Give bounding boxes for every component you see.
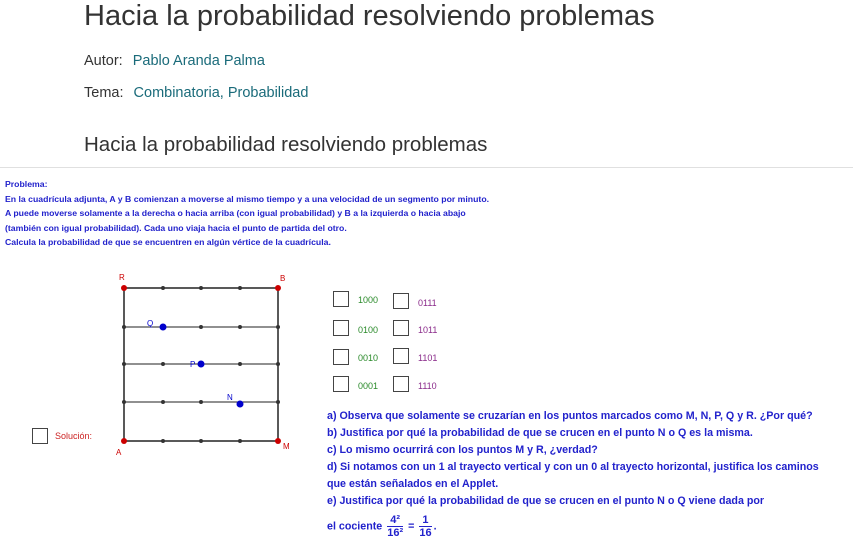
code-label-0100: 0100	[358, 325, 379, 335]
checkbox-1101[interactable]	[393, 348, 409, 364]
question-c: c) Lo mismo ocurrirá con los puntos M y R, ¿verdad?	[327, 444, 598, 456]
code-label-1110: 1110	[418, 381, 437, 391]
fraction-2	[419, 514, 431, 539]
checkbox-0001[interactable]	[333, 376, 349, 392]
grid-vertex	[199, 439, 203, 443]
checkbox-1000[interactable]	[333, 291, 349, 307]
point-q[interactable]	[160, 324, 167, 331]
problem-line: Calcula la probabilidad de que se encuentren en algún vértice de la cuadrícula.	[5, 237, 331, 247]
solution-label: Solución:	[55, 431, 93, 441]
label-p: P	[190, 360, 196, 369]
question-e: e) Justifica por qué la probabilidad de que se crucen en el punto N o Q viene dada por	[327, 495, 765, 507]
grid-vertex	[122, 325, 126, 329]
grid-vertex	[238, 439, 242, 443]
grid-vertex	[161, 400, 165, 404]
checkbox-0111[interactable]	[393, 293, 409, 309]
fraction-1	[387, 514, 403, 539]
formula-prefix: el cociente	[327, 520, 383, 533]
grid-vertex	[122, 400, 126, 404]
point-m[interactable]	[275, 438, 281, 444]
author-label: Autor:	[84, 53, 123, 69]
question-e-formula	[327, 514, 819, 539]
section-title: Hacia la probabilidad resolviendo problemas	[84, 133, 488, 156]
point-b[interactable]	[275, 285, 281, 291]
point-p[interactable]	[198, 361, 205, 368]
point-r[interactable]	[121, 285, 127, 291]
grid-vertex	[276, 362, 280, 366]
fraction-1-num: 4²	[387, 514, 403, 527]
grid-vertex	[199, 325, 203, 329]
point-a[interactable]	[121, 438, 127, 444]
solution-checkbox[interactable]	[32, 428, 48, 444]
formula-end: .	[433, 520, 437, 533]
grid-vertex	[161, 362, 165, 366]
question-a: a) Observa que solamente se cruzarían en los puntos marcados como M, N, P, Q y R. ¿Por qué?	[327, 410, 813, 422]
code-label-1101: 1101	[418, 353, 438, 363]
label-r: R	[119, 273, 125, 282]
checkbox-1011[interactable]	[393, 320, 409, 336]
code-label-1011: 1011	[418, 325, 438, 335]
label-n: N	[227, 393, 233, 402]
question-b: b) Justifica por qué la probabilidad de que se crucen en el punto N o Q es la misma.	[327, 427, 753, 439]
grid-vertex	[199, 400, 203, 404]
fraction-2-den: 16	[419, 527, 432, 539]
grid-vertex	[276, 400, 280, 404]
label-a: A	[116, 448, 122, 457]
code-label-0001: 0001	[358, 381, 379, 391]
grid-vertex	[199, 286, 203, 290]
grid-vertex	[276, 325, 280, 329]
problem-heading: Problema:	[5, 179, 48, 189]
grid-vertex	[122, 362, 126, 366]
checkbox-1110[interactable]	[393, 376, 409, 392]
question-d-line2: que están señalados en el Applet.	[327, 478, 499, 490]
question-d-line1: d) Si notamos con un 1 al trayecto vertical y con un 0 al trayecto horizontal, justifica los caminos	[327, 461, 819, 473]
author-link[interactable]: Pablo Aranda Palma	[132, 53, 265, 69]
label-q: Q	[147, 319, 154, 328]
code-label-0111: 0111	[418, 298, 437, 308]
grid-vertex	[161, 439, 165, 443]
label-b: B	[280, 274, 286, 283]
code-label-0010: 0010	[358, 353, 379, 363]
grid-vertex	[238, 362, 242, 366]
grid-vertex	[161, 286, 165, 290]
grid-vertex	[238, 325, 242, 329]
code-label-1000: 1000	[358, 295, 379, 305]
page-title: Hacia la probabilidad resolviendo problemas	[84, 0, 655, 32]
questions-text	[327, 408, 819, 539]
label-m: M	[283, 442, 290, 451]
problem-line: En la cuadrícula adjunta, A y B comienzan a moverse al mismo tiempo y a una velocidad de un segmento por minuto.	[5, 193, 490, 204]
checkbox-0010[interactable]	[333, 349, 349, 365]
problem-line: (también con igual probabilidad). Cada uno viaja hacia el punto de partida del otro.	[5, 222, 347, 233]
point-n[interactable]	[237, 401, 244, 408]
equals-sign: =	[408, 520, 415, 533]
grid-vertex	[238, 286, 242, 290]
problem-line: A puede moverse solamente a la derecha o hacia arriba (con igual probabilidad) y B a la izquierda o hacia abajo	[5, 208, 466, 218]
topic-label: Tema:	[84, 85, 124, 101]
fraction-1-den: 16²	[387, 527, 404, 539]
fraction-2-num: 1	[419, 514, 431, 527]
checkbox-0100[interactable]	[333, 320, 349, 336]
topic-link[interactable]: Combinatoria, Probabilidad	[133, 85, 309, 101]
